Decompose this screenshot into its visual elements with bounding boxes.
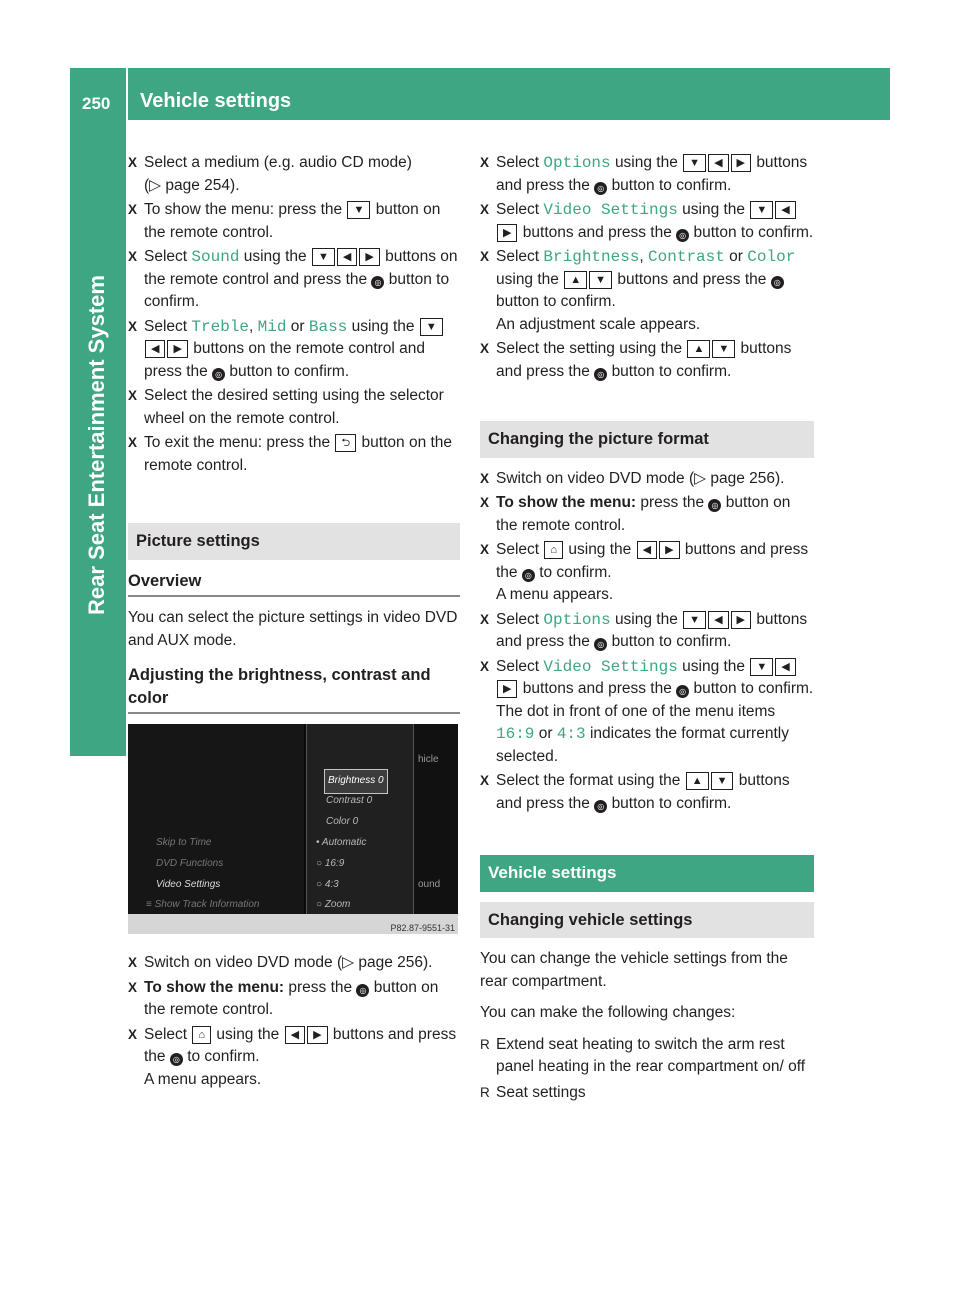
step-show-menu: X To show the menu: press the ▼ button on the remote control. xyxy=(128,199,460,244)
page-number: 250 xyxy=(82,94,111,113)
right-key-icon: ▶ xyxy=(359,248,379,266)
subheading-overview: Overview xyxy=(128,570,460,598)
left-key-icon: ◀ xyxy=(337,248,357,266)
section-picture-format: Changing the picture format xyxy=(480,421,814,458)
ok-button-icon: ◎ xyxy=(170,1053,183,1066)
right-key-icon: ▶ xyxy=(167,340,187,358)
menu-option-mid: Mid xyxy=(257,317,287,336)
screen-right-top-text: hicle xyxy=(418,754,439,765)
home-key-icon: ⌂ xyxy=(192,1026,211,1044)
back-key-icon: ⮌ xyxy=(335,434,356,452)
screen-item-brightness: Brightness 0 xyxy=(324,769,388,794)
down-key-icon: ▼ xyxy=(312,248,335,266)
step-select-setting-value: X Select the setting using the ▲ ▼ buttons and press the ◎ button to confirm. xyxy=(480,338,814,383)
step-select-brightness: X Select Brightness, Contrast or Color using the ▲ ▼ buttons and press the ◎ button to confirm. An adjustment scale appears. xyxy=(480,246,814,336)
list-item: R Seat settings xyxy=(480,1082,814,1105)
ok-button-icon: ◎ xyxy=(594,800,607,813)
screen-item-4-3: ○ 4:3 xyxy=(316,879,339,890)
left-key-icon: ◀ xyxy=(145,340,165,358)
list-item: R Extend seat heating to switch the arm rest panel heating in the rear compartment on/ off xyxy=(480,1034,814,1079)
menu-option-treble: Treble xyxy=(191,317,250,336)
ok-button-icon: ◎ xyxy=(522,569,535,582)
left-key-icon: ◀ xyxy=(708,611,728,629)
right-key-icon: ▶ xyxy=(731,154,751,172)
down-key-icon: ▼ xyxy=(711,772,734,790)
down-key-icon: ▼ xyxy=(750,201,773,219)
side-tab-label: Rear Seat Entertainment System xyxy=(84,275,109,615)
screen-item-skip-to-time: Skip to Time xyxy=(156,837,212,848)
menu-option-4-3: 4:3 xyxy=(556,725,586,743)
menu-option-options: Options xyxy=(543,154,611,172)
right-key-icon: ▶ xyxy=(731,611,751,629)
up-key-icon: ▲ xyxy=(686,772,709,790)
screen-item-show-track-info: ≡ Show Track Information xyxy=(146,899,260,910)
screen-item-dvd-functions: DVD Functions xyxy=(156,858,224,869)
dvd-menu-screenshot xyxy=(128,724,458,934)
step-exit-menu: X To exit the menu: press the ⮌ button on the remote control. xyxy=(128,432,460,477)
ok-button-icon: ◎ xyxy=(771,276,784,289)
ok-button-icon: ◎ xyxy=(594,182,607,195)
menu-option-contrast: Contrast xyxy=(648,248,725,266)
down-key-icon: ▼ xyxy=(683,611,706,629)
screen-item-video-settings: Video Settings xyxy=(156,879,221,890)
up-key-icon: ▲ xyxy=(564,271,587,289)
down-key-icon: ▼ xyxy=(589,271,612,289)
left-key-icon: ◀ xyxy=(775,201,795,219)
step-show-menu-format: X To show the menu: press the ◎ button on the remote control. xyxy=(480,492,814,537)
left-key-icon: ◀ xyxy=(708,154,728,172)
step-select-options: X Select Options using the ▼ ◀ ▶ buttons and press the ◎ button to confirm. xyxy=(480,152,814,197)
step-select-setting: X Select the desired setting using the selector wheel on the remote control. xyxy=(128,385,460,430)
left-key-icon: ◀ xyxy=(637,541,657,559)
screen-item-color: Color 0 xyxy=(326,816,359,827)
page-title: Vehicle settings xyxy=(140,90,292,112)
header-divider xyxy=(126,68,128,120)
vehicle-intro-text: You can change the vehicle settings from the rear compartment. xyxy=(480,950,788,990)
step-select-video-settings-format: X Select Video Settings using the ▼ ◀▶ buttons and press the ◎ button to confirm. The dot in front of one of the menu items 16:9 or 4:3 indicates the format currently selected. xyxy=(480,656,814,769)
up-key-icon: ▲ xyxy=(687,340,710,358)
right-key-icon: ▶ xyxy=(307,1026,327,1044)
section-vehicle-settings: Vehicle settings xyxy=(480,855,814,892)
step-select-options-format: X Select Options using the ▼ ◀ ▶ buttons and press the ◎ button to confirm. xyxy=(480,609,814,654)
left-column xyxy=(128,152,460,1093)
menu-option-video-settings: Video Settings xyxy=(543,657,678,676)
left-key-icon: ◀ xyxy=(285,1026,305,1044)
down-key-icon: ▼ xyxy=(750,658,773,676)
step-select-home-format: X Select ⌂ using the ◀ ▶ buttons and press the ◎ to confirm. A menu appears. xyxy=(480,539,814,607)
step-select-video-settings: X Select Video Settings using the ▼ ◀▶ buttons and press the ◎ button to confirm. xyxy=(480,199,814,244)
section-changing-vehicle-settings: Changing vehicle settings xyxy=(480,902,814,939)
down-key-icon: ▼ xyxy=(712,340,735,358)
overview-text: You can select the picture settings in video DVD and AUX mode. xyxy=(128,609,458,649)
ok-button-icon: ◎ xyxy=(212,368,225,381)
ok-button-icon: ◎ xyxy=(594,368,607,381)
menu-option-brightness: Brightness xyxy=(543,248,640,266)
ok-button-icon: ◎ xyxy=(708,499,721,512)
menu-option-16-9: 16:9 xyxy=(496,725,535,743)
step-show-menu-ok: X To show the menu: press the ◎ button on the remote control. xyxy=(128,977,460,1022)
ok-button-icon: ◎ xyxy=(356,984,369,997)
step-switch-dvd: X Switch on video DVD mode (▷ page 256). xyxy=(128,952,460,975)
screen-right-bottom-text: ound xyxy=(418,879,441,890)
menu-option-sound: Sound xyxy=(191,248,240,266)
screen-item-16-9: ○ 16:9 xyxy=(316,858,345,869)
menu-option-video-settings: Video Settings xyxy=(543,201,678,219)
vehicle-changes-text: You can make the following changes: xyxy=(480,1004,736,1021)
figure-caption: P82.87-9551-31 xyxy=(390,923,455,933)
down-key-icon: ▼ xyxy=(683,154,706,172)
menu-option-bass: Bass xyxy=(308,317,348,336)
step-select-home: X Select ⌂ using the ◀ ▶ buttons and press the ◎ to confirm. A menu appears. xyxy=(128,1024,460,1092)
step-select-treble-mid-bass: X Select Treble, Mid or Bass using the ▼◀ ▶ buttons on the remote control and press the ◎ button to confirm. xyxy=(128,316,460,384)
ok-button-icon: ◎ xyxy=(594,638,607,651)
step-select-medium: X Select a medium (e.g. audio CD mode) (▷ page 254). xyxy=(128,152,460,197)
home-key-icon: ⌂ xyxy=(544,541,563,559)
menu-option-color: Color xyxy=(747,248,796,266)
screen-item-zoom: ○ Zoom xyxy=(316,899,351,910)
ok-button-icon: ◎ xyxy=(676,229,689,242)
ok-button-icon: ◎ xyxy=(676,685,689,698)
step-switch-dvd-format: X Switch on video DVD mode (▷ page 256). xyxy=(480,468,814,491)
right-key-icon: ▶ xyxy=(659,541,679,559)
step-select-format: X Select the format using the ▲ ▼ buttons and press the ◎ button to confirm. xyxy=(480,770,814,815)
down-key-icon: ▼ xyxy=(347,201,370,219)
screen-item-automatic: • Automatic xyxy=(316,837,367,848)
right-key-icon: ▶ xyxy=(497,224,517,242)
menu-option-options: Options xyxy=(543,610,611,629)
section-picture-settings: Picture settings xyxy=(128,523,460,560)
right-column xyxy=(480,152,814,1107)
screen-item-contrast: Contrast 0 xyxy=(326,795,373,806)
subheading-adjusting: Adjusting the brightness, contrast and color xyxy=(128,664,460,714)
ok-button-icon: ◎ xyxy=(371,276,384,289)
right-key-icon: ▶ xyxy=(497,680,517,698)
left-key-icon: ◀ xyxy=(775,658,795,676)
down-key-icon: ▼ xyxy=(420,318,443,336)
step-select-sound: X Select Sound using the ▼ ◀ ▶ buttons on the remote control and press the ◎ button to confirm. xyxy=(128,246,460,314)
